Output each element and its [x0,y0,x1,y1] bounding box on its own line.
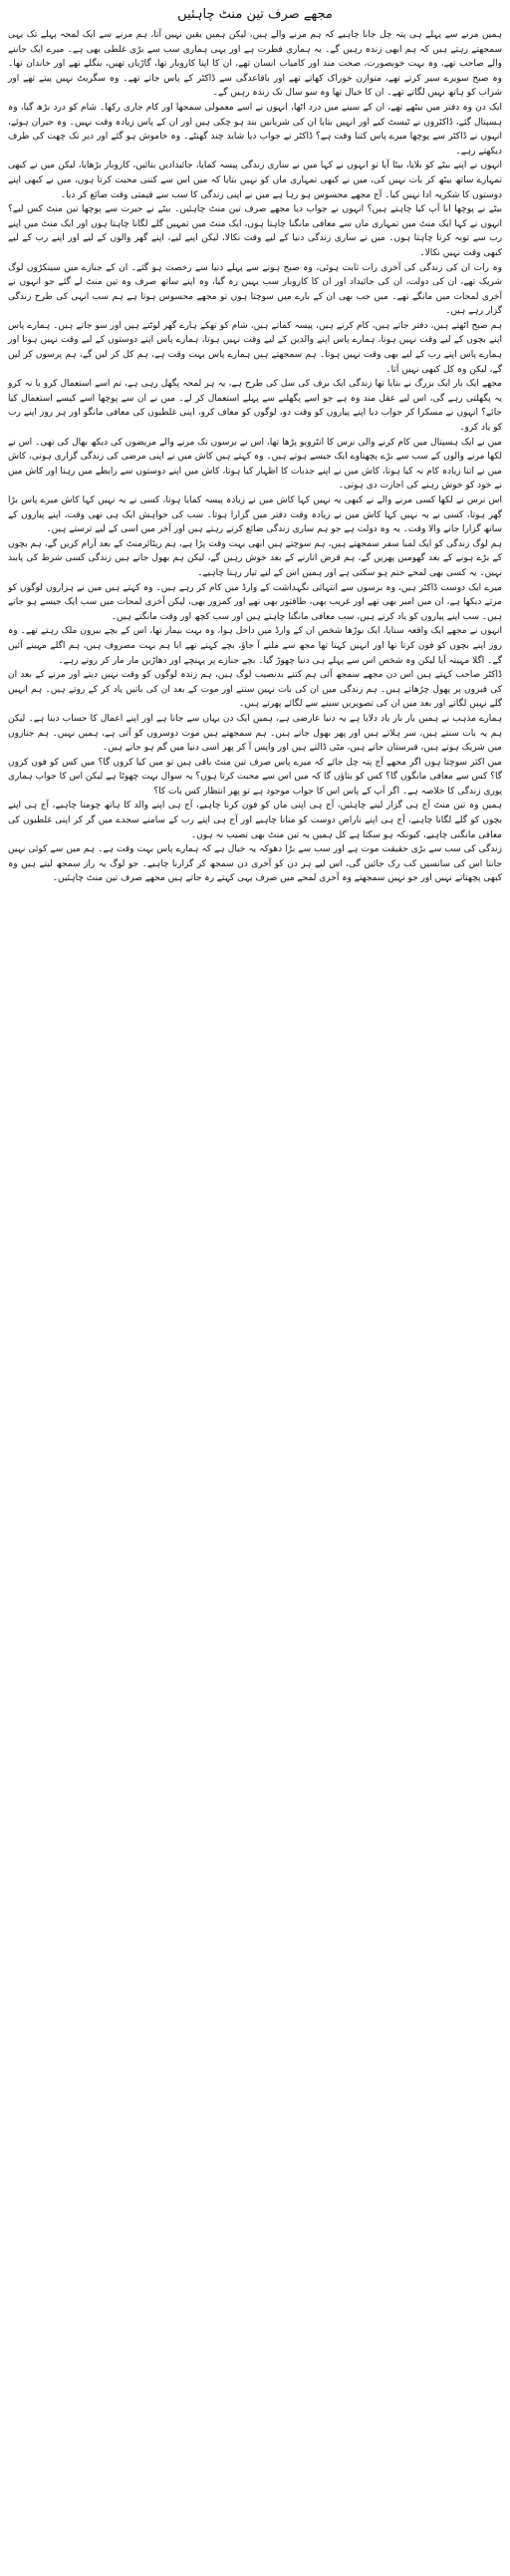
paragraph: ہم لوگ زندگی کو ایک لمبا سفر سمجھتے ہیں، ہم سوچتے ہیں ابھی بہت وقت پڑا ہے، ہم ریٹائرمنٹ کے بعد آرام کریں گے، ہم بچوں کے بڑے ہونے کے بعد گھومیں پھریں گے، ہم قرض اتارنے کے بعد خوش رہیں گے، لیکن ہم بھول جاتے ہیں زندگی کسی شرط کی پابند نہیں۔ یہ کسی بھی لمحے ختم ہو سکتی ہے اور ہمیں اس کے لیے تیار رہنا چاہیے۔ [8,538,502,578]
paragraph: میں نے ایک ہسپتال میں کام کرنے والی نرس کا انٹرویو پڑھا تھا، اس نے برسوں تک مرنے والے مریضوں کی دیکھ بھال کی تھی۔ اس نے لکھا مرنے والوں کے سب سے بڑے پچھتاوے ایک جیسے ہوتے ہیں۔ وہ کہتے ہیں کاش میں نے اپنی مرضی کی زندگی گزاری ہوتی، کاش میں نے اتنا زیادہ کام نہ کیا ہوتا، کاش میں نے اپنے جذبات کا اظہار کیا ہوتا، کاش میں اپنے دوستوں سے رابطے میں رہتا اور کاش میں نے خود کو خوش رہنے کی اجازت دی ہوتی۔ [8,437,502,491]
article-body [8,28,502,886]
paragraph: میرے ایک دوست ڈاکٹر ہیں، وہ برسوں سے انتہائی نگہداشت کے وارڈ میں کام کر رہے ہیں۔ وہ کہتے ہیں میں نے ہزاروں لوگوں کو مرتے دیکھا ہے، ان میں امیر بھی تھے اور غریب بھی، طاقتور بھی تھے اور کمزور بھی، لیکن آخری لمحات میں سب ایک جیسے ہو جاتے ہیں۔ سب اپنے پیاروں کو یاد کرتے ہیں، سب معافی مانگنا چاہتے ہیں اور سب کچھ اور وقت مانگتے ہیں۔ [8,582,502,622]
paragraph: ہمیں وہ تین منٹ آج ہی گزار لینے چاہئیں، آج ہی اپنی ماں کو فون کرنا چاہیے، آج ہی اپنے والد کا ہاتھ چومنا چاہیے، آج ہی اپنے بچوں کو گلے لگانا چاہیے، آج ہی اپنے ناراض دوست کو منانا چاہیے اور آج ہی اپنے رب کے سامنے سجدے میں گر کر اپنی غلطیوں کی معافی مانگنی چاہیے، کیونکہ ہو سکتا ہے کل ہمیں یہ تین منٹ بھی نصیب نہ ہوں۔ [8,801,502,840]
paragraph: بیٹے نے پوچھا ابا آپ کیا چاہتے ہیں؟ انہوں نے جواب دیا مجھے صرف تین منٹ چاہئیں۔ بیٹے نے حیرت سے پوچھا تین منٹ کس لیے؟ انہوں نے کہا ایک منٹ میں تمہاری ماں سے معافی مانگنا چاہتا ہوں، ایک منٹ میں تمہیں گلے لگانا چاہتا ہوں اور ایک منٹ میں اپنے رب سے توبہ کرنا چاہتا ہوں۔ میں نے ساری زندگی دنیا کے لیے وقت نکالا، لیکن اپنے لیے، اپنے گھر والوں کے لیے اور اپنے رب کے لیے کبھی وقت نہیں نکالا۔ [8,204,502,258]
paragraph: ڈاکٹر صاحب کہتے ہیں اس دن مجھے سمجھ آئی ہم کتنے بدنصیب لوگ ہیں، ہم زندہ لوگوں کو وقت نہیں دیتے اور مرنے کے بعد ان کی قبروں پر پھول چڑھاتے ہیں۔ ہم زندگی میں ان کی بات نہیں سنتے اور موت کے بعد ان کی باتیں یاد کر کے روتے ہیں۔ ہم انہیں گلے نہیں لگاتے اور بعد میں ان کی تصویریں سینے سے لگائے پھرتے ہیں۔ [8,670,502,710]
paragraph: وہ رات ان کی زندگی کی آخری رات ثابت ہوئی، وہ صبح ہونے سے پہلے دنیا سے رخصت ہو گئے۔ ان کے جنازے میں سینکڑوں لوگ شریک تھے، ان کی دولت، ان کی جائیداد اور ان کا کاروبار سب یہیں رہ گیا، وہ اپنے ساتھ صرف وہ تین منٹ لے گئے جو انہوں نے آخری لمحات میں مانگے تھے۔ میں جب بھی ان کے بارے میں سوچتا ہوں تو مجھے محسوس ہوتا ہے ہم سب انہی کی طرح زندگی گزار رہے ہیں۔ [8,262,502,317]
paragraph: ہمیں مرنے سے پہلے ہی پتہ چل جانا چاہیے کہ ہم مرنے والے ہیں، لیکن ہمیں یقین نہیں آتا، ہم مرنے سے ایک لمحہ پہلے تک یہی سمجھتے رہتے ہیں کہ ہم ابھی زندہ رہیں گے۔ یہ ہماری فطرت ہے اور یہی ہماری سب سے بڑی غلطی بھی ہے۔ میرے ایک جاننے والے صاحب تھے، وہ بہت خوبصورت، صحت مند اور کامیاب انسان تھے، ان کا اپنا کاروبار تھا، گاڑیاں تھیں، بنگلے تھے اور خاندان تھا۔ وہ صبح سویرے سیر کرتے تھے، متوازن خوراک کھاتے تھے اور باقاعدگی سے ڈاکٹر کے پاس جاتے تھے۔ وہ سگریٹ نہیں پیتے تھے اور شراب کو ہاتھ نہیں لگاتے تھے۔ ان کا خیال تھا وہ سو سال تک زندہ رہیں گے۔ [8,30,502,99]
article-headline: مجھے صرف تین منٹ چاہئیں [177,7,333,22]
paragraph: ایک دن وہ دفتر میں بیٹھے تھے، ان کے سینے میں درد اٹھا، انہوں نے اسے معمولی سمجھا اور کام جاری رکھا۔ شام کو درد بڑھ گیا، وہ ہسپتال گئے، ڈاکٹروں نے ٹیسٹ کیے اور انہیں بتایا ان کی شریانیں بند ہو چکی ہیں اور ان کے پاس زیادہ وقت نہیں۔ وہ حیران ہوئے، انہوں نے ڈاکٹر سے پوچھا میرے پاس کتنا وقت ہے؟ ڈاکٹر نے جواب دیا شاید چند گھنٹے۔ وہ خاموش ہو گئے اور دیر تک چھت کی طرف دیکھتے رہے۔ [8,102,502,157]
paragraph: ہم صبح اٹھتے ہیں، دفتر جاتے ہیں، کام کرتے ہیں، پیسہ کماتے ہیں، شام کو تھکے ہارے گھر لوٹتے ہیں اور سو جاتے ہیں۔ ہمارے پاس اپنے بچوں کے لیے وقت نہیں ہوتا، ہمارے پاس اپنے والدین کے لیے وقت نہیں ہوتا، ہمارے پاس اپنے دوستوں کے لیے وقت نہیں ہوتا اور ہمارے پاس اپنے رب کے لیے بھی وقت نہیں ہوتا۔ ہم سمجھتے ہیں ہمارے پاس بہت وقت ہے، ہم کل کر لیں گے، ہم پرسوں کر لیں گے، لیکن وہ کل کبھی نہیں آتا۔ [8,320,502,375]
paragraph: میں اکثر سوچتا ہوں اگر مجھے آج پتہ چل جائے کہ میرے پاس صرف تین منٹ باقی ہیں تو میں کیا کروں گا؟ میں کس کو فون کروں گا؟ کس سے معافی مانگوں گا؟ کس کو بتاؤں گا کہ میں اس سے محبت کرتا ہوں؟ یہ سوال بہت چھوٹا ہے لیکن اس کا جواب ہماری پوری زندگی کا خلاصہ ہے۔ اگر آپ کے پاس اس کا جواب موجود ہے تو پھر انتظار کس بات کا؟ [8,757,502,797]
paragraph: اس نرس نے لکھا کسی مرنے والے نے کبھی یہ نہیں کہا کاش میں نے زیادہ پیسہ کمایا ہوتا، کسی نے یہ نہیں کہا کاش میرے پاس بڑا گھر ہوتا، کسی نے یہ نہیں کہا کاش میں نے زیادہ وقت دفتر میں گزارا ہوتا۔ سب کی خواہش ایک ہی تھی وقت، اپنے پیاروں کے ساتھ گزارا جانے والا وقت۔ یہ وہ دولت ہے جو ہم ساری زندگی ضائع کرتے رہتے ہیں اور آخر میں اسی کے لیے ترستے ہیں۔ [8,495,502,535]
paragraph: مجھے ایک بار ایک بزرگ نے بتایا تھا زندگی ایک برف کی سل کی طرح ہے، یہ ہر لمحہ پگھل رہی ہے، تم اسے استعمال کرو یا نہ کرو یہ پگھلتی رہے گی، اس لیے عقل مند وہ ہے جو اسے پگھلنے سے پہلے استعمال کر لے۔ میں نے ان سے پوچھا اسے کیسے استعمال کیا جائے؟ انہوں نے مسکرا کر جواب دیا اپنے پیاروں کو وقت دو، لوگوں کو معاف کرو، اپنی غلطیوں کی معافی مانگو اور ہر روز اپنے رب کو یاد کرو۔ [8,379,502,434]
paragraph: زندگی کی سب سے بڑی حقیقت موت ہے اور سب سے بڑا دھوکہ یہ خیال ہے کہ ہمارے پاس بہت وقت ہے۔ ہم میں سے کوئی نہیں جانتا اس کی سانسیں کب رک جائیں گی، اس لیے ہر دن کو آخری دن سمجھ کر گزارنا چاہیے۔ جو لوگ یہ راز سمجھ لیتے ہیں وہ کبھی پچھتاتے نہیں اور جو نہیں سمجھتے وہ آخری لمحے میں صرف یہی کہتے رہ جاتے ہیں مجھے صرف تین منٹ چاہئیں۔ [8,844,502,884]
paragraph: انہوں نے اپنے بیٹے کو بلایا، بیٹا آیا تو انہوں نے کہا میں نے ساری زندگی پیسہ کمایا، جائیدادیں بنائیں، کاروبار بڑھایا، لیکن میں نے کبھی تمہارے ساتھ بیٹھ کر بات نہیں کی، میں نے کبھی تمہاری ماں کو نہیں بتایا کہ میں اس سے کتنی محبت کرتا ہوں، میں نے کبھی اپنے دوستوں کا شکریہ ادا نہیں کیا۔ آج مجھے محسوس ہو رہا ہے میں نے اپنی زندگی کا سب سے قیمتی وقت ضائع کر دیا۔ [8,161,502,200]
paragraph: انہوں نے مجھے ایک واقعہ سنایا، ایک بوڑھا شخص ان کے وارڈ میں داخل ہوا، وہ بہت بیمار تھا، اس کے بچے بیرون ملک رہتے تھے۔ وہ روز اپنے بچوں کو فون کرتا تھا اور انہیں کہتا تھا مجھ سے ملنے آ جاؤ، بچے کہتے تھے ابا ہم بہت مصروف ہیں، ہم اگلے مہینے آئیں گے۔ اگلا مہینہ آیا لیکن وہ شخص اس سے پہلے ہی دنیا چھوڑ گیا۔ بچے جنازے پر پہنچے اور دھاڑیں مار مار کر روتے رہے۔ [8,626,502,666]
paragraph: ہمارے مذہب نے ہمیں بار بار یاد دلایا ہے یہ دنیا عارضی ہے، ہمیں ایک دن یہاں سے جانا ہے اور اپنے اعمال کا حساب دینا ہے۔ لیکن ہم یہ بات سنتے ہیں، سر ہلاتے ہیں اور پھر بھول جاتے ہیں۔ ہم سمجھتے ہیں موت دوسروں کو آتی ہے، ہمیں نہیں۔ ہم جنازوں میں شریک ہوتے ہیں، قبرستان جاتے ہیں، مٹی ڈالتے ہیں اور واپس آ کر پھر اسی دنیا میں گم ہو جاتے ہیں۔ [8,713,502,754]
